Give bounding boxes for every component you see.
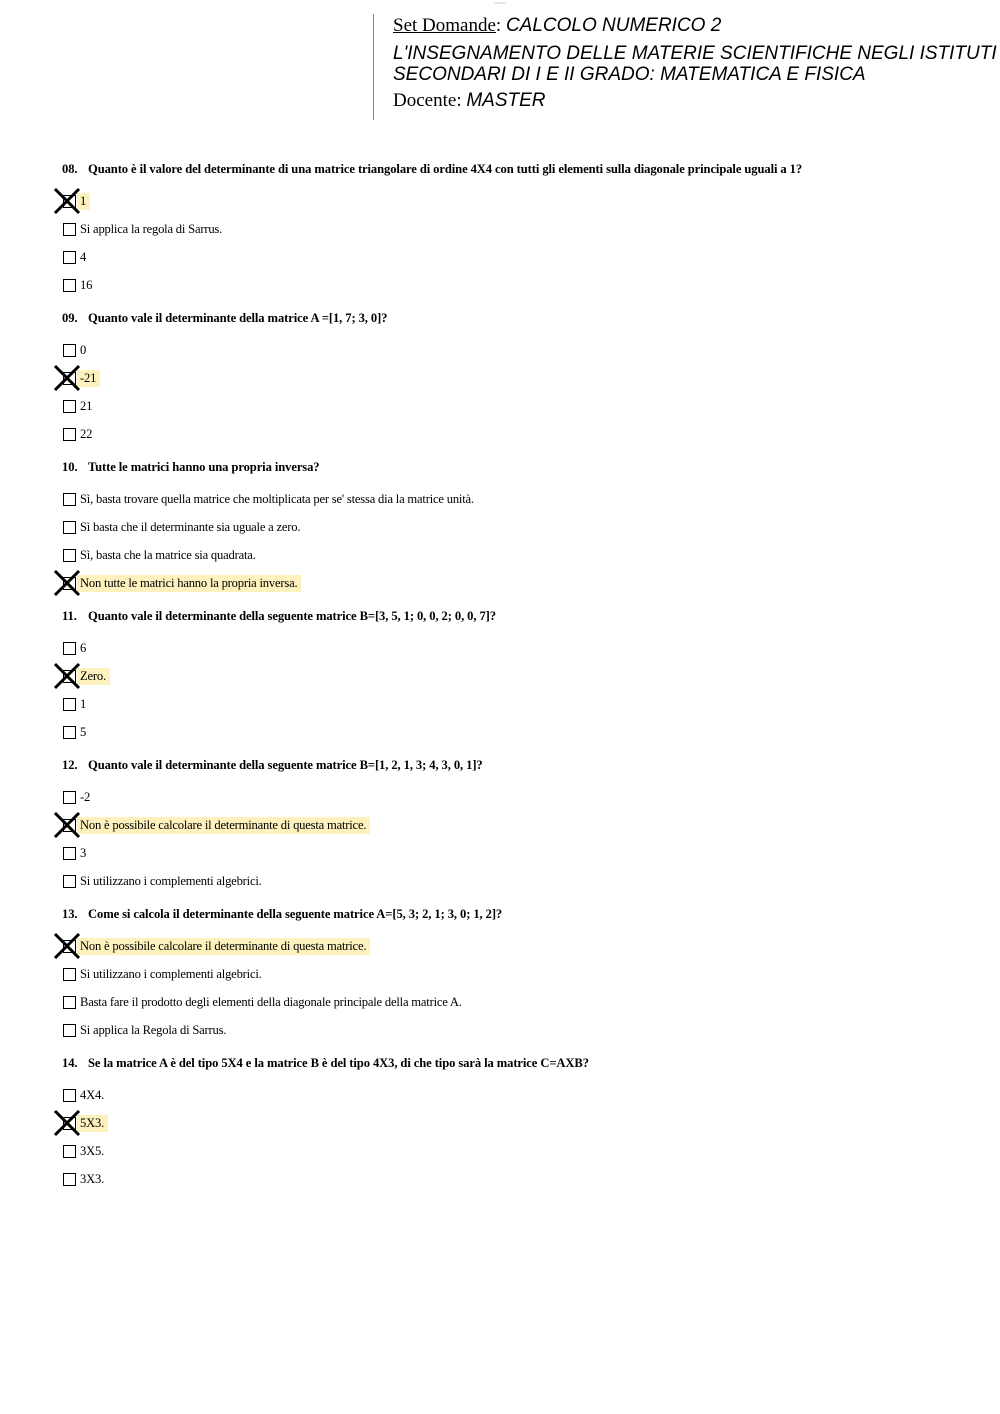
answer-option[interactable]	[62, 569, 962, 597]
question-text: Come si calcola il determinante della seguente matrice A=[5, 3; 2, 1; 3, 0; 1, 2]?	[88, 907, 503, 921]
answer-option[interactable]	[62, 960, 962, 988]
answer-text: Si utilizzano i complementi algebrici.	[80, 873, 262, 888]
checkbox[interactable]	[63, 521, 76, 534]
answer-text: -2	[80, 789, 91, 804]
answer-text: 3X3.	[80, 1171, 105, 1186]
question-block	[62, 608, 962, 746]
answer-option[interactable]	[62, 392, 962, 420]
question-title	[62, 310, 962, 327]
question-text: Quanto vale il determinante della matrice A =[1, 7; 3, 0]?	[88, 311, 388, 325]
checkbox[interactable]	[63, 549, 76, 562]
checkbox[interactable]	[63, 698, 76, 711]
answer-text: 22	[80, 426, 93, 441]
answer-text: Si applica la regola di Sarrus.	[80, 221, 223, 236]
checkbox[interactable]	[63, 1024, 76, 1037]
answer-option[interactable]	[62, 271, 962, 299]
checkbox[interactable]	[63, 1145, 76, 1158]
answer-option[interactable]	[62, 420, 962, 448]
answer-text: Basta fare il prodotto degli elementi della diagonale principale della matrice A.	[80, 994, 462, 1009]
answer-option[interactable]	[62, 811, 962, 839]
answer-option[interactable]	[62, 718, 962, 746]
answer-text: 21	[80, 398, 93, 413]
answer-option[interactable]	[62, 932, 962, 960]
checkbox[interactable]	[63, 372, 76, 385]
checkbox[interactable]	[63, 493, 76, 506]
answer-text: Zero.	[77, 668, 110, 685]
set-value: CALCOLO NUMERICO 2	[505, 15, 722, 36]
checkbox[interactable]	[63, 726, 76, 739]
question-number: 13.	[62, 907, 78, 921]
checkbox[interactable]	[63, 968, 76, 981]
teacher-label: Docente	[393, 90, 457, 111]
checkbox[interactable]	[63, 1173, 76, 1186]
course-title: L'INSEGNAMENTO DELLE MATERIE SCIENTIFICHE NEGLI ISTITUTI SECONDARI DI I E II GRADO: MATEMATICA E FISICA	[393, 43, 997, 85]
answer-option[interactable]	[62, 485, 962, 513]
checkbox[interactable]	[63, 400, 76, 413]
checkbox[interactable]	[63, 344, 76, 357]
checkbox[interactable]	[63, 1117, 76, 1130]
question-block	[62, 459, 962, 597]
checkbox[interactable]	[63, 791, 76, 804]
answer-text: 5	[80, 724, 87, 739]
question-title	[62, 1055, 962, 1072]
question-number: 08.	[62, 162, 78, 176]
answer-option[interactable]	[62, 1109, 962, 1137]
question-number: 09.	[62, 311, 78, 325]
page-mark: 0000000	[494, 1, 506, 5]
answer-text: Non è possibile calcolare il determinante di questa matrice.	[77, 817, 370, 834]
checkbox[interactable]	[63, 642, 76, 655]
checkbox[interactable]	[63, 670, 76, 683]
answer-option[interactable]	[62, 690, 962, 718]
answer-text: 4	[80, 249, 87, 264]
question-block	[62, 310, 962, 448]
question-number: 10.	[62, 460, 78, 474]
answer-option[interactable]	[62, 1081, 962, 1109]
question-text: Quanto vale il determinante della seguente matrice B=[1, 2, 1, 3; 4, 3, 0, 1]?	[88, 758, 483, 772]
checkbox[interactable]	[63, 279, 76, 292]
answer-option[interactable]	[62, 662, 962, 690]
answer-text: 1	[77, 193, 90, 210]
answer-option[interactable]	[62, 364, 962, 392]
answer-text: 6	[80, 640, 87, 655]
question-text: Quanto vale il determinante della seguente matrice B=[3, 5, 1; 0, 0, 2; 0, 0, 7]?	[88, 609, 496, 623]
question-number: 12.	[62, 758, 78, 772]
question-block	[62, 1055, 962, 1193]
question-title	[62, 906, 962, 923]
answer-text: 3X5.	[80, 1143, 105, 1158]
set-label: Set Domande	[393, 15, 496, 36]
question-title	[62, 459, 962, 476]
answer-option[interactable]	[62, 187, 962, 215]
question-title	[62, 161, 962, 178]
checkbox[interactable]	[63, 223, 76, 236]
answer-text: Sì basta che il determinante sia uguale a zero.	[80, 519, 301, 534]
checkbox[interactable]	[63, 996, 76, 1009]
question-block	[62, 161, 962, 299]
checkbox[interactable]	[63, 875, 76, 888]
question-block	[62, 757, 962, 895]
answer-option[interactable]	[62, 541, 962, 569]
question-text: Tutte le matrici hanno una propria inversa?	[88, 460, 320, 474]
answer-option[interactable]	[62, 1137, 962, 1165]
answer-option[interactable]	[62, 215, 962, 243]
answer-text: Sì, basta trovare quella matrice che moltiplicata per se' stessa dia la matrice unità.	[80, 491, 474, 506]
answer-option[interactable]	[62, 634, 962, 662]
answer-option[interactable]	[62, 783, 962, 811]
question-title	[62, 608, 962, 625]
teacher-line: Docente: MASTER	[393, 90, 546, 111]
document-header	[373, 14, 1000, 120]
answer-text: Non tutte le matrici hanno la propria inversa.	[77, 575, 301, 592]
question-text: Se la matrice A è del tipo 5X4 e la matrice B è del tipo 4X3, di che tipo sarà la matrice C=AXB?	[88, 1056, 589, 1070]
set-line: Set Domande: CALCOLO NUMERICO 2	[393, 15, 722, 36]
answer-text: 5X3.	[77, 1115, 108, 1132]
answer-option[interactable]	[62, 336, 962, 364]
checkbox[interactable]	[63, 819, 76, 832]
answer-text: 4X4.	[80, 1087, 105, 1102]
checkbox[interactable]	[63, 195, 76, 208]
answer-text: 3	[80, 845, 87, 860]
checkbox[interactable]	[63, 940, 76, 953]
question-number: 14.	[62, 1056, 78, 1070]
answer-text: -21	[77, 370, 100, 387]
question-list	[62, 161, 962, 1204]
question-block	[62, 906, 962, 1044]
question-title	[62, 757, 962, 774]
question-number: 11.	[62, 609, 77, 623]
checkbox[interactable]	[63, 847, 76, 860]
checkbox[interactable]	[63, 577, 76, 590]
answer-option[interactable]	[62, 1165, 962, 1193]
answer-option[interactable]	[62, 839, 962, 867]
answer-option[interactable]	[62, 988, 962, 1016]
teacher-value: MASTER	[466, 90, 546, 111]
question-text: Quanto è il valore del determinante di una matrice triangolare di ordine 4X4 con tutti gli elementi sulla diagonale principale uguali a 1?	[88, 162, 803, 176]
answer-text: 16	[80, 277, 93, 292]
checkbox[interactable]	[63, 251, 76, 264]
answer-text: Si utilizzano i complementi algebrici.	[80, 966, 262, 981]
answer-text: 0	[80, 342, 87, 357]
answer-text: Non è possibile calcolare il determinante di questa matrice.	[77, 938, 370, 955]
checkbox[interactable]	[63, 1089, 76, 1102]
checkbox[interactable]	[63, 428, 76, 441]
answer-text: 1	[80, 696, 87, 711]
answer-option[interactable]	[62, 513, 962, 541]
answer-option[interactable]	[62, 243, 962, 271]
answer-text: Si applica la Regola di Sarrus.	[80, 1022, 227, 1037]
answer-option[interactable]	[62, 1016, 962, 1044]
answer-text: Sì, basta che la matrice sia quadrata.	[80, 547, 256, 562]
answer-option[interactable]	[62, 867, 962, 895]
